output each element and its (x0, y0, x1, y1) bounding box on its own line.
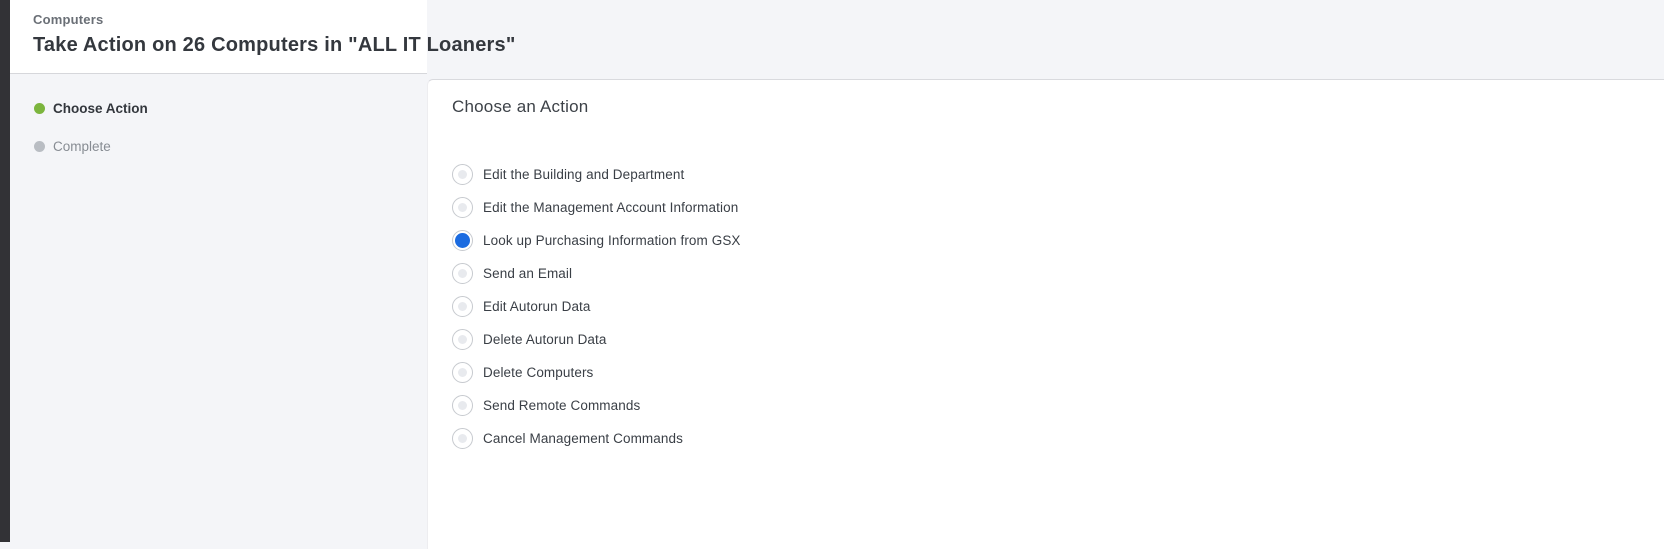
step-label: Choose Action (53, 100, 148, 116)
action-option-label: Send an Email (483, 266, 573, 281)
radio-dot-icon (458, 434, 467, 443)
radio-dot-icon (458, 401, 467, 410)
action-option[interactable] (452, 191, 1664, 224)
wizard-step (10, 98, 427, 118)
radio-dot-icon (458, 170, 467, 179)
action-option-label: Look up Purchasing Information from GSX (483, 233, 741, 248)
radio-button[interactable] (452, 230, 473, 251)
wizard-steps (10, 98, 427, 156)
action-option-label: Send Remote Commands (483, 398, 641, 413)
action-option-label: Edit the Management Account Information (483, 200, 739, 215)
action-option[interactable] (452, 290, 1664, 323)
action-option[interactable] (452, 356, 1664, 389)
radio-button[interactable] (452, 164, 473, 185)
radio-dot-icon (458, 302, 467, 311)
action-option-label: Edit the Building and Department (483, 167, 685, 182)
wizard-step (10, 136, 427, 156)
radio-dot-icon (458, 203, 467, 212)
step-indicator-dot-icon (34, 103, 45, 114)
radio-dot-icon (458, 368, 467, 377)
radio-button[interactable] (452, 329, 473, 350)
action-option[interactable] (452, 158, 1664, 191)
radio-selected-dot-icon (455, 233, 470, 248)
action-option-label: Delete Autorun Data (483, 332, 607, 347)
radio-button[interactable] (452, 296, 473, 317)
radio-button[interactable] (452, 263, 473, 284)
page-header (10, 0, 516, 74)
radio-button[interactable] (452, 395, 473, 416)
radio-dot-icon (458, 335, 467, 344)
action-option-label: Edit Autorun Data (483, 299, 591, 314)
page-title: Take Action on 26 Computers in "ALL IT Loaners" (33, 34, 516, 56)
radio-button[interactable] (452, 428, 473, 449)
action-options-list (452, 158, 1664, 455)
radio-dot-icon (458, 269, 467, 278)
action-option-label: Delete Computers (483, 365, 594, 380)
wizard-sidebar (10, 75, 427, 549)
radio-button[interactable] (452, 362, 473, 383)
action-option[interactable] (452, 257, 1664, 290)
radio-button[interactable] (452, 197, 473, 218)
action-option-label: Cancel Management Commands (483, 431, 683, 446)
action-option[interactable] (452, 323, 1664, 356)
breadcrumb[interactable]: Computers (33, 12, 104, 27)
step-label: Complete (53, 138, 111, 154)
action-panel (427, 79, 1664, 549)
action-option[interactable] (452, 389, 1664, 422)
action-option[interactable] (452, 224, 1664, 257)
step-indicator-dot-icon (34, 141, 45, 152)
action-option[interactable] (452, 422, 1664, 455)
panel-heading: Choose an Action (452, 97, 589, 116)
app-nav-rail (0, 0, 10, 542)
